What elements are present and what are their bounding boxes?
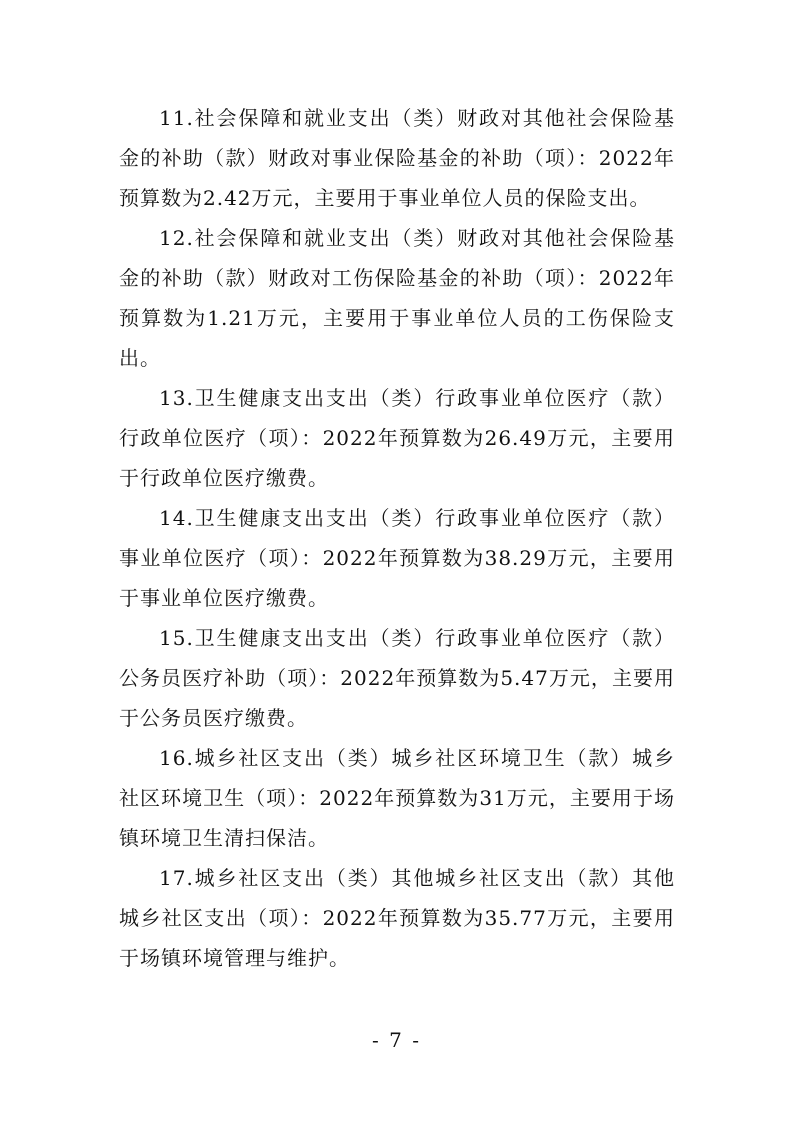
paragraph-item-14: 14.卫生健康支出支出（类）行政事业单位医疗（款）事业单位医疗（项）：2022年预算数为38.29万元，主要用于事业单位医疗缴费。: [119, 506, 675, 610]
body-text: [119, 98, 675, 978]
paragraph-item-11: 11.社会保障和就业支出（类）财政对其他社会保险基金的补助（款）财政对事业保险基金的补助（项）：2022年预算数为2.42万元，主要用于事业单位人员的保险支出。: [119, 106, 675, 210]
paragraph-item-16: 16.城乡社区支出（类）城乡社区环境卫生（款）城乡社区环境卫生（项）：2022年预算数为31万元，主要用于场镇环境卫生清扫保洁。: [119, 746, 675, 850]
paragraph-item-17: 17.城乡社区支出（类）其他城乡社区支出（款）其他城乡社区支出（项）：2022年预算数为35.77万元，主要用于场镇环境管理与维护。: [119, 866, 675, 970]
paragraph-item-13: 13.卫生健康支出支出（类）行政事业单位医疗（款）行政单位医疗（项）：2022年预算数为26.49万元，主要用于行政单位医疗缴费。: [119, 386, 675, 490]
page-number: - 7 -: [372, 1028, 421, 1052]
paragraph-item-12: 12.社会保障和就业支出（类）财政对其他社会保险基金的补助（款）财政对工伤保险基金的补助（项）：2022年预算数为1.21万元，主要用于事业单位人员的工伤保险支出。: [119, 226, 675, 370]
paragraph-item-15: 15.卫生健康支出支出（类）行政事业单位医疗（款）公务员医疗补助（项）：2022年预算数为5.47万元，主要用于公务员医疗缴费。: [119, 626, 675, 730]
